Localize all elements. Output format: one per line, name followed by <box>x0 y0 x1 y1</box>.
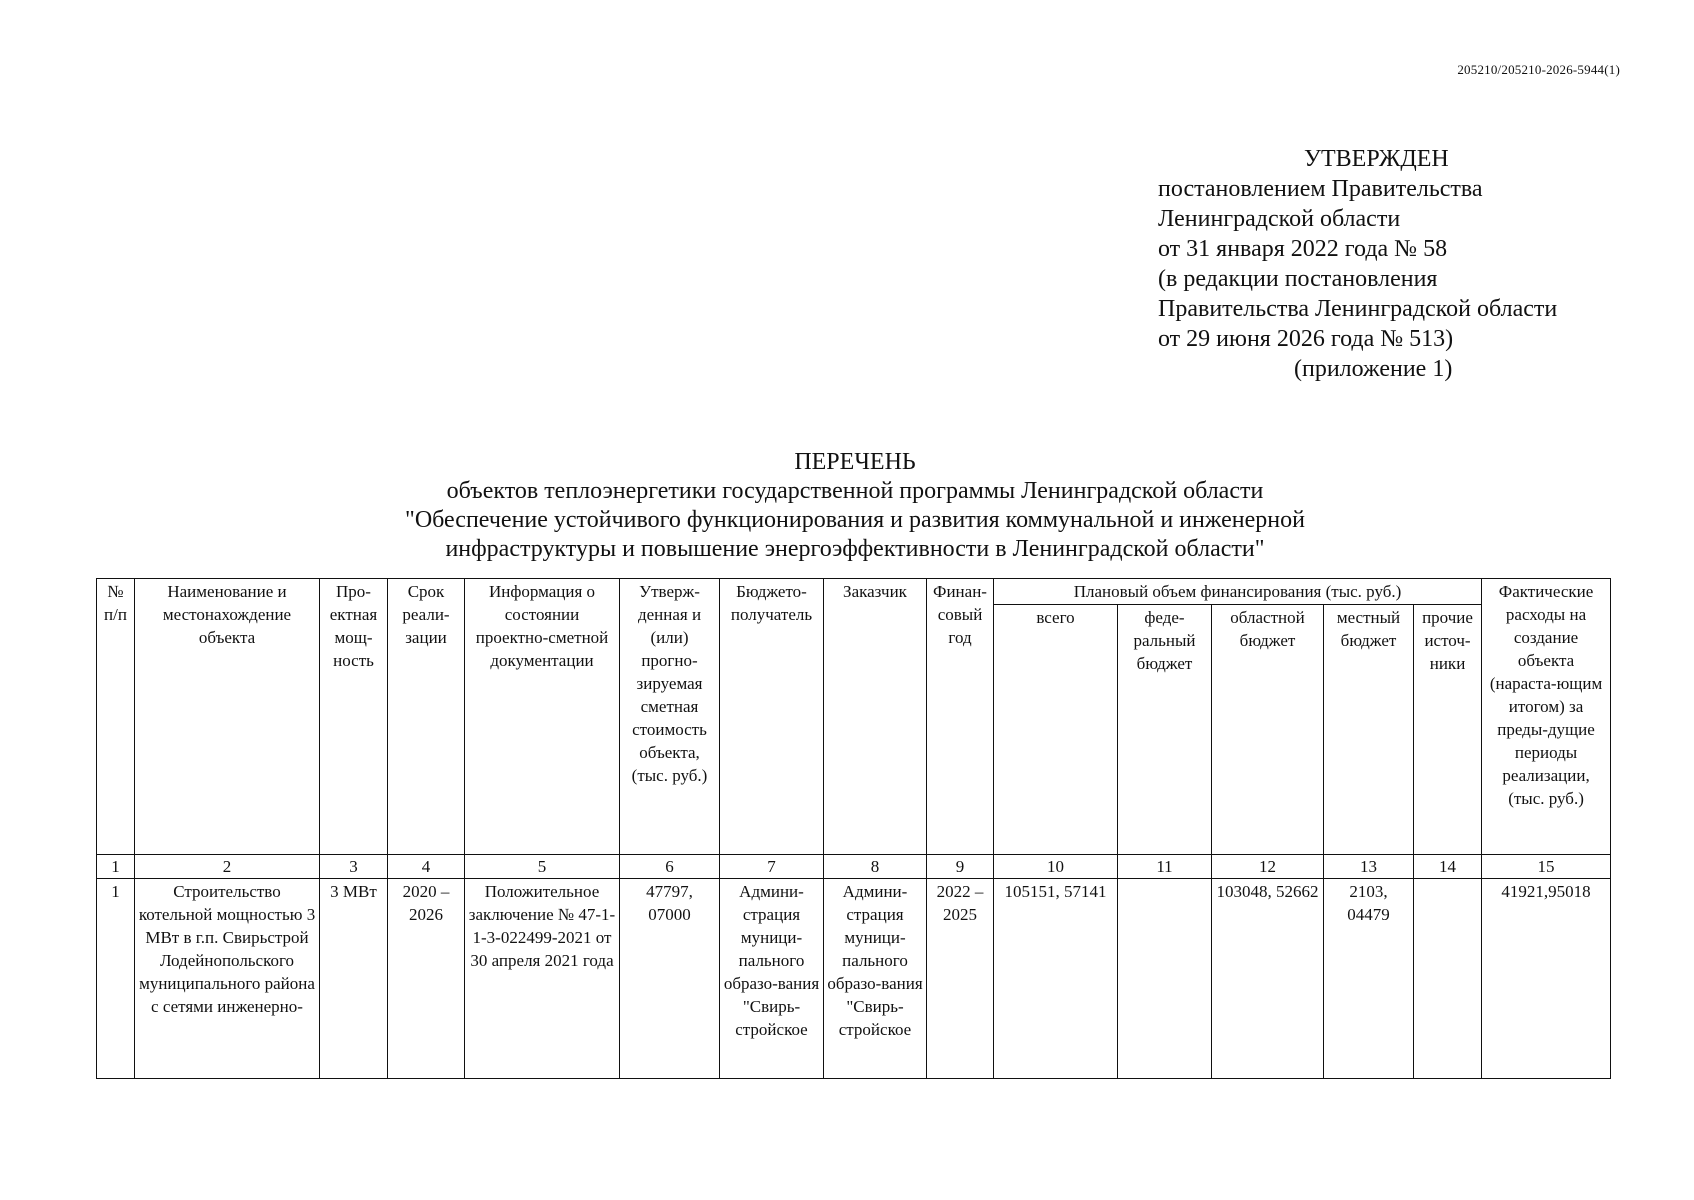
approval-appendix: (приложение 1) <box>1294 356 1453 382</box>
document-title <box>80 448 1630 564</box>
header-name: Наименование и местонахождение объекта <box>135 579 320 855</box>
approval-line: постановлением Правительства <box>1158 176 1483 202</box>
cell-documentation: Положительное заключение № 47-1-1-3-022499-2021 от 30 апреля 2021 года <box>465 879 620 1079</box>
approval-title: УТВЕРЖДЕН <box>1304 146 1449 172</box>
header-customer: Заказчик <box>824 579 927 855</box>
approval-line: Ленинградской области <box>1158 206 1401 232</box>
header-recipient: Бюджето-получатель <box>720 579 824 855</box>
objects-table <box>96 578 1611 1079</box>
header-funding-group: Плановый объем финансирования (тыс. руб.) <box>994 579 1482 605</box>
cell-fiscal-year: 2022 – 2025 <box>927 879 994 1079</box>
column-number: 4 <box>388 855 465 879</box>
header-total: всего <box>994 605 1118 855</box>
column-number: 5 <box>465 855 620 879</box>
approval-line: (в редакции постановления <box>1158 266 1438 292</box>
document-number: 205210/205210-2026-5944(1) <box>1457 62 1620 77</box>
approval-line: от 31 января 2022 года № 58 <box>1158 236 1448 262</box>
cell-local: 2103, 04479 <box>1324 879 1414 1079</box>
header-fiscal-year: Финан-совый год <box>927 579 994 855</box>
header-actual-expenses: Фактические расходы на создание объекта (нараста-ющим итогом) за преды-дущие периоды реализации, (тыс. руб.) <box>1482 579 1611 855</box>
column-number: 2 <box>135 855 320 879</box>
cell-total: 105151, 57141 <box>994 879 1118 1079</box>
header-number: № п/п <box>97 579 135 855</box>
cell-name: Строительство котельной мощностью 3 МВт в г.п. Свирьстрой Лодейнопольского муниципального района с сетями инженерно- <box>135 879 320 1079</box>
title-line: объектов теплоэнергетики государственной программы Ленинградской области <box>446 478 1264 504</box>
cell-capacity: 3 МВт <box>320 879 388 1079</box>
approval-line: Правительства Ленинградской области <box>1158 296 1558 322</box>
approval-line: от 29 июня 2026 года № 513) <box>1158 326 1454 352</box>
cell-actual-expenses: 41921,95018 <box>1482 879 1611 1079</box>
cell-number: 1 <box>97 879 135 1079</box>
column-number: 7 <box>720 855 824 879</box>
header-regional: областной бюджет <box>1212 605 1324 855</box>
column-number: 13 <box>1324 855 1414 879</box>
column-number: 12 <box>1212 855 1324 879</box>
cell-customer: Админи-страция муници-пального образо-вания "Свирь-стройское <box>824 879 927 1079</box>
header-estimated-cost: Утверж-денная и (или) прогно-зируемая сметная стоимость объекта, (тыс. руб.) <box>620 579 720 855</box>
title-main: ПЕРЕЧЕНЬ <box>794 449 916 475</box>
header-local: местный бюджет <box>1324 605 1414 855</box>
header-row <box>97 579 1611 605</box>
column-number: 1 <box>97 855 135 879</box>
cell-other <box>1414 879 1482 1079</box>
cell-period: 2020 – 2026 <box>388 879 465 1079</box>
header-federal: феде-ральный бюджет <box>1118 605 1212 855</box>
approval-block <box>1158 144 1628 384</box>
column-number-row <box>97 855 1611 879</box>
table-row <box>97 879 1611 1079</box>
cell-regional: 103048, 52662 <box>1212 879 1324 1079</box>
column-number: 11 <box>1118 855 1212 879</box>
title-line: "Обеспечение устойчивого функционирования и развития коммунальной и инженерной <box>405 507 1305 533</box>
column-number: 10 <box>994 855 1118 879</box>
cell-federal <box>1118 879 1212 1079</box>
column-number: 9 <box>927 855 994 879</box>
title-line: инфраструктуры и повышение энергоэффективности в Ленинградской области" <box>445 536 1265 562</box>
column-number: 15 <box>1482 855 1611 879</box>
cell-recipient: Админи-страция муници-пального образо-вания "Свирь-стройское <box>720 879 824 1079</box>
column-number: 6 <box>620 855 720 879</box>
header-documentation: Информация о состоянии проектно-сметной документации <box>465 579 620 855</box>
header-period: Срок реали-зации <box>388 579 465 855</box>
column-number: 3 <box>320 855 388 879</box>
cell-estimated-cost: 47797, 07000 <box>620 879 720 1079</box>
header-other: прочие источ-ники <box>1414 605 1482 855</box>
column-number: 14 <box>1414 855 1482 879</box>
column-number: 8 <box>824 855 927 879</box>
header-capacity: Про-ектная мощ-ность <box>320 579 388 855</box>
